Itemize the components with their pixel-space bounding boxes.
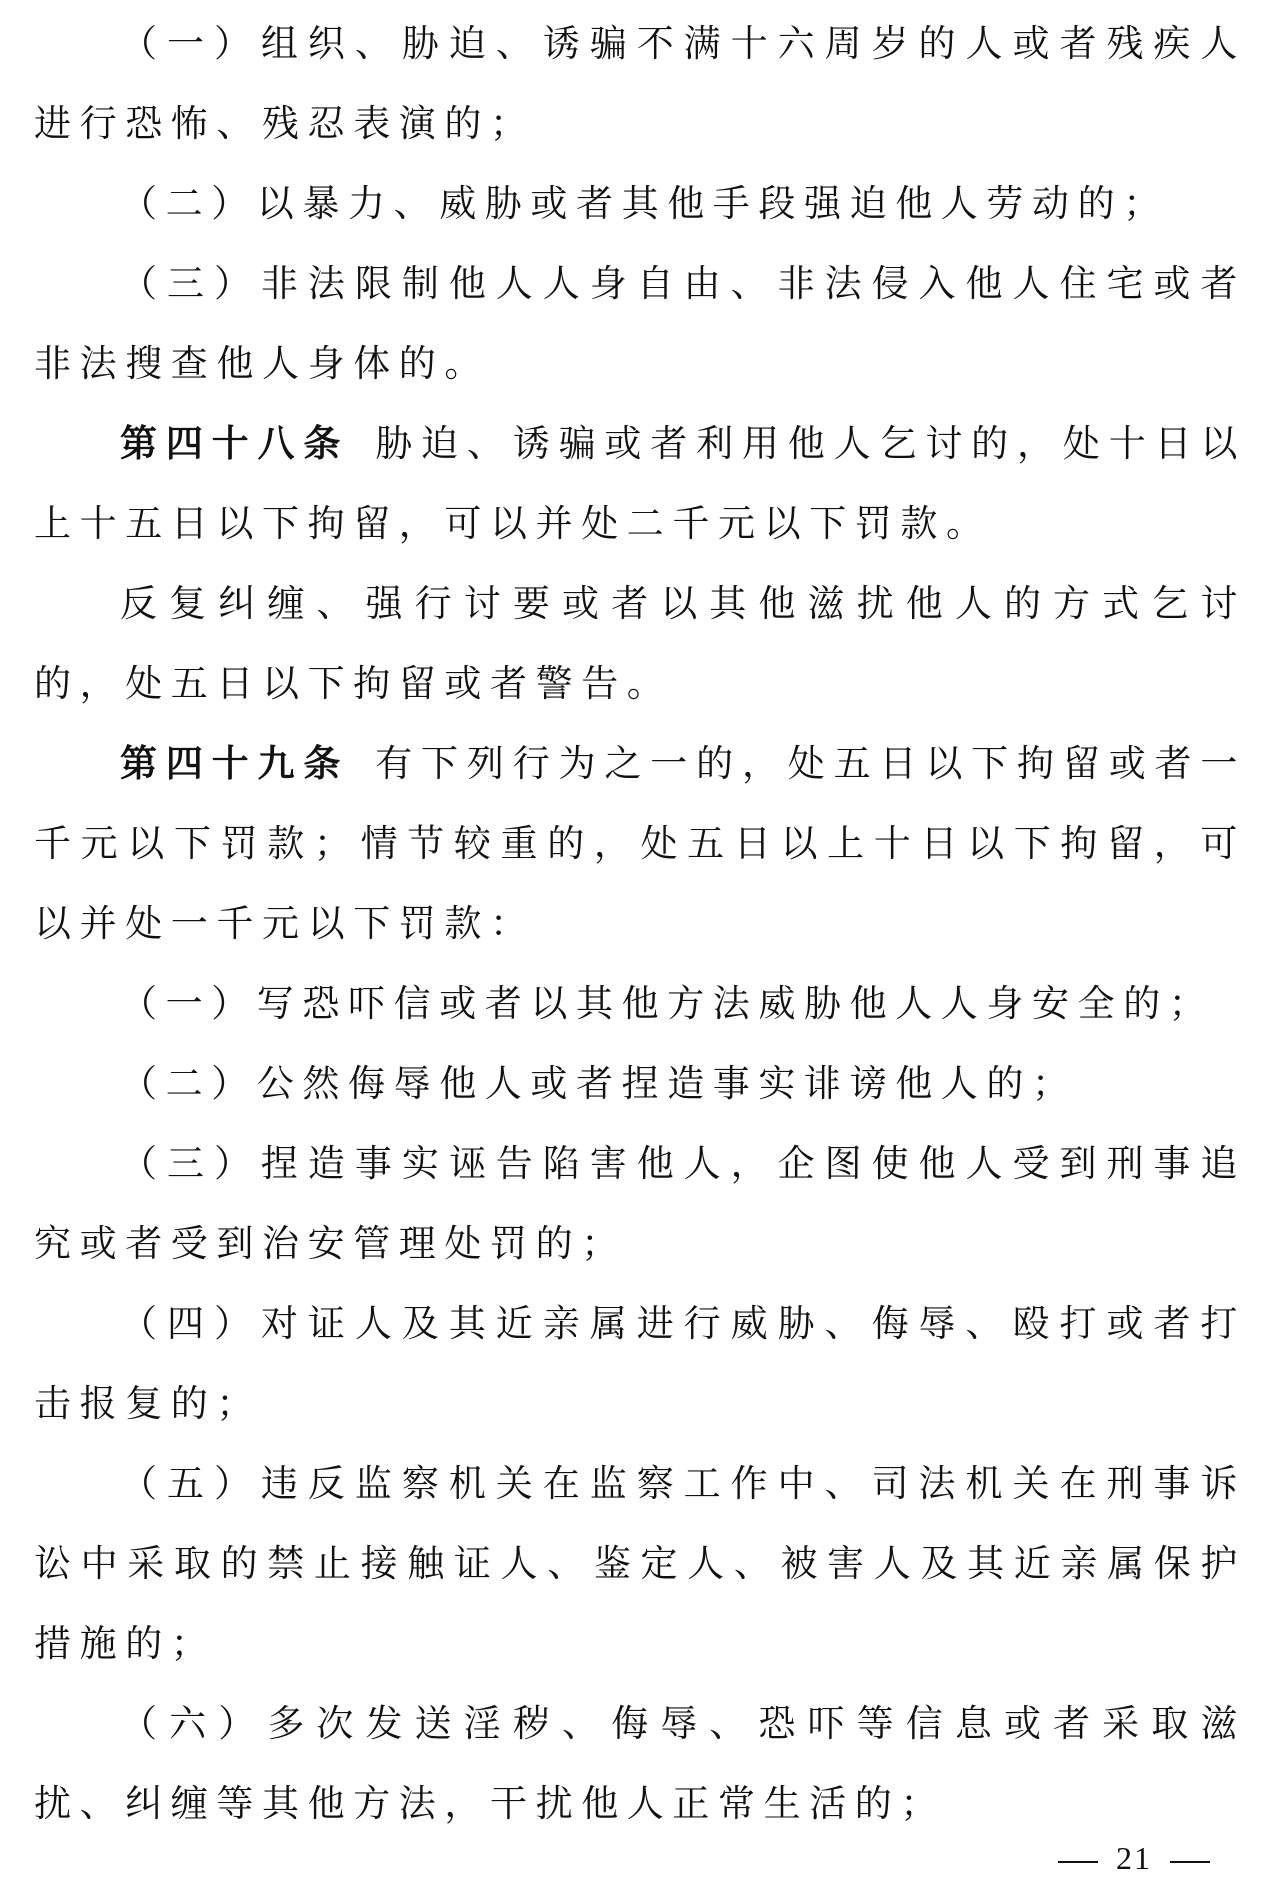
dash-right [1170,1861,1210,1863]
article-49 [34,724,1246,964]
paragraph-text: （三）捏造事实诬告陷害他人，企图使他人受到刑事追究或者受到治安管理处罚的； [34,1142,1246,1265]
paragraph-text: （三）非法限制他人人身自由、非法侵入他人住宅或者非法搜查他人身体的。 [34,262,1246,385]
article-49-clause-1 [34,964,1246,1044]
article-49-clause-3 [34,1124,1246,1284]
paragraph-clause-1 [34,4,1246,164]
paragraph-text: （一）写恐吓信或者以其他方法威胁他人人身安全的； [120,982,1215,1025]
paragraph-clause-2 [34,164,1246,244]
article-49-clause-4 [34,1284,1246,1444]
article-49-clause-2 [34,1044,1246,1124]
paragraph-text: （五）违反监察机关在监察工作中、司法机关在刑事诉讼中采取的禁止接触证人、鉴定人、被害人及其近亲属保护措施的； [34,1462,1246,1665]
paragraph-clause-3 [34,244,1246,404]
article-48-paragraph-2 [34,564,1246,724]
paragraph-text: 胁迫、诱骗或者利用他人乞讨的，处十日以上十五日以下拘留，可以并处二千元以下罚款。 [34,422,1246,545]
page-number [1040,1840,1228,1877]
paragraph-text: （二）公然侮辱他人或者捏造事实诽谤他人的； [120,1062,1078,1105]
dash-left [1058,1861,1098,1863]
paragraph-text: （六）多次发送淫秽、侮辱、恐吓等信息或者采取滋扰、纠缠等其他方法，干扰他人正常生活的； [34,1702,1246,1825]
paragraph-text: （一）组织、胁迫、诱骗不满十六周岁的人或者残疾人进行恐怖、残忍表演的； [34,22,1246,145]
article-49-clause-6 [34,1684,1246,1844]
article-49-clause-5 [34,1444,1246,1684]
page-number-value: 21 [1116,1840,1152,1876]
paragraph-text: （二）以暴力、威胁或者其他手段强迫他人劳动的； [120,182,1169,225]
paragraph-text: 反复纠缠、强行讨要或者以其他滋扰他人的方式乞讨的，处五日以下拘留或者警告。 [34,582,1246,705]
document-page [34,0,1246,1844]
article-number: 第四十九条 [120,742,350,785]
article-number: 第四十八条 [120,422,350,465]
article-48 [34,404,1246,564]
paragraph-text: （四）对证人及其近亲属进行威胁、侮辱、殴打或者打击报复的； [34,1302,1246,1425]
paragraph-text: 有下列行为之一的，处五日以下拘留或者一千元以下罚款；情节较重的，处五日以上十日以下拘留，可以并处一千元以下罚款： [34,742,1246,945]
